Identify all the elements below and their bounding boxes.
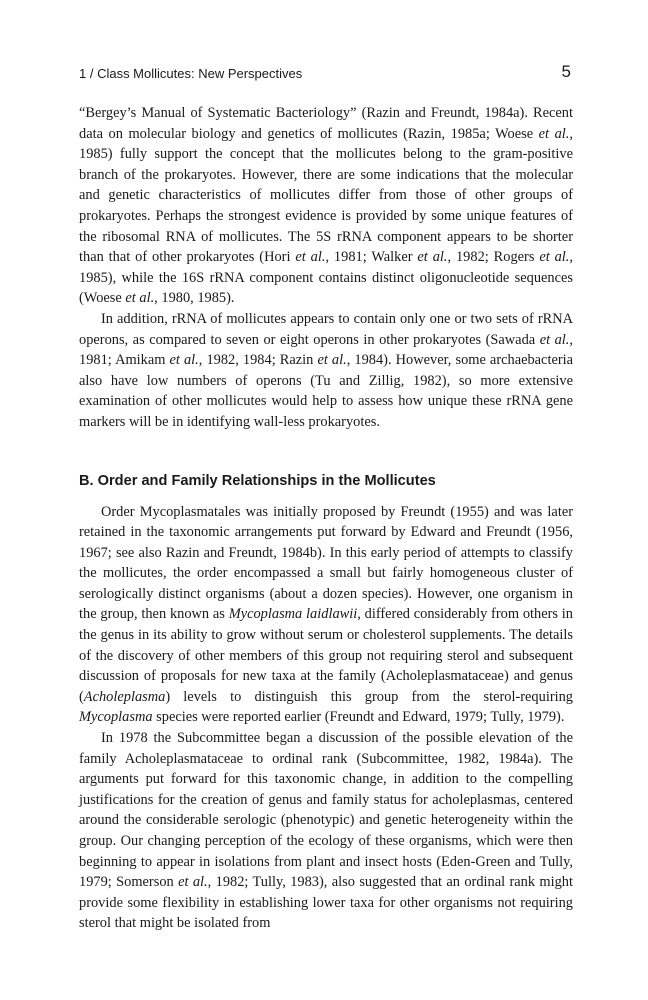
running-head (79, 62, 573, 84)
paragraph-subcommittee: In 1978 the Subcommittee began a discussion of the possible elevation of the family Acholeplasmataceae to ordinal rank (Subcommittee, 1982, 1984a). The arguments put forward for this taxonomic change, in addition to the compelling justifications for the creation of genus and family status for acholeplasmas, centered around the considerable serologic (phenotypic) and genetic heterogeneity within the group. Our changing perception of the ecology of these organisms, which were then beginning to appear in isolations from plant and insect hosts (Eden-Green and Tully, 1979; Somerson et al., 1982; Tully, 1983), also suggested that an ordinal rank might provide some flexibility in establishing lower taxa for other organisms not requiring sterol that might be isolated from (79, 730, 574, 932)
running-head-title: 1 / Class Mollicutes: New Perspectives (79, 66, 303, 81)
paragraph-mycoplasmatales: Order Mycoplasmatales was initially proposed by Freundt (1955) and was later retained in the taxonomic arrangements put forward by Edward and Freundt (1956, 1967; see also Razin and Freundt, 1984b). In this early period of attempts to classify the mollicutes, the order encompassed a small but fairly homogeneous cluster of serologically distinct organisms (about a dozen species). However, one organism in the group, then known as Mycoplasma laidlawii, differed considerably from others in the genus in its ability to grow without serum or cholesterol supplements. The details of the discovery of other members of this group not requiring sterol and subsequent discussion of proposals for new taxa at the family (Acholeplasmataceae) and genus (Acholeplasma) levels to distinguish this group from the sterol-requiring Mycoplasma species were reported earlier (Freundt and Edward, 1979; Tully, 1979). (79, 503, 574, 726)
paragraph-bergey: “Bergey’s Manual of Systematic Bacteriology” (Razin and Freundt, 1984a). Recent data on molecular biology and genetics of mollicutes (Razin, 1985a; Woese et al., 1985) fully support the concept that the mollicutes belong to the gram-positive branch of the prokaryotes. However, there are some indications that the molecular and genetic characteristics of mollicutes differ from those of other groups of prokaryotes. Perhaps the strongest evidence is provided by some unique features of the ribosomal RNA of mollicutes. The 5S rRNA component appears to be shorter than that of other prokaryotes (Hori et al., 1981; Walker et al., 1982; Rogers et al., 1985), while the 16S rRNA component contains distinct oligonucleotide sequences (Woese et al., 1980, 1985). (79, 105, 574, 307)
section-heading: B. Order and Family Relationships in the Mollicutes (79, 472, 436, 489)
page-number: 5 (561, 62, 571, 81)
body-text (79, 103, 573, 934)
book-page (79, 0, 573, 1000)
paragraph-rrna-operons: In addition, rRNA of mollicutes appears to contain only one or two sets of rRNA operons, as compared to seven or eight operons in other prokaryotes (Sawada et al., 1981; Amikam et al., 1982, 1984; Razin et al., 1984). However, some archaebacteria also have low numbers of operons (Tu and Zillig, 1982), so more extensive examination of other mollicutes would help to assess how unique these rRNA gene markers will be in identifying wall-less prokaryotes. (79, 310, 574, 430)
